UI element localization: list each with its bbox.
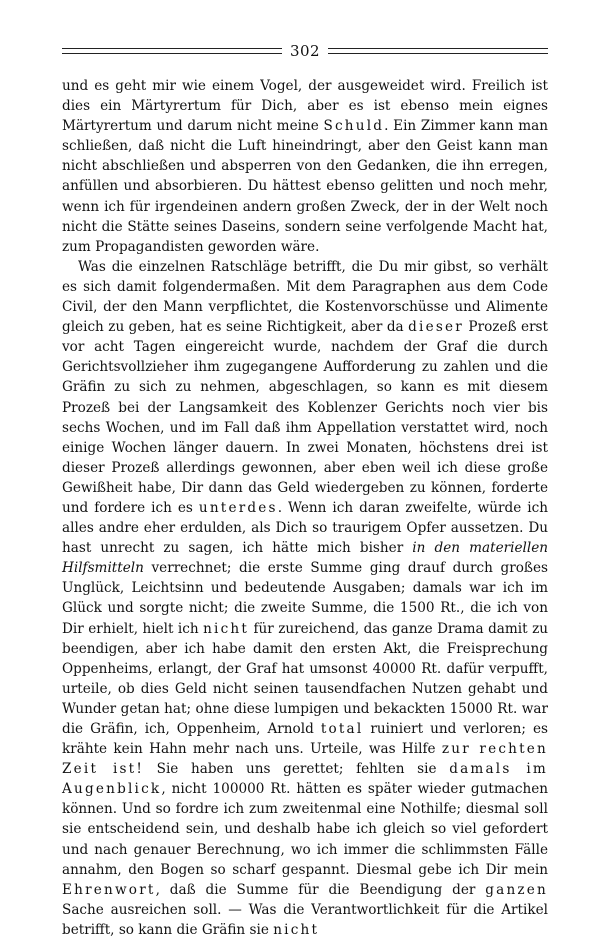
text-run: Sie haben uns gerettet; fehlten sie — [144, 761, 450, 778]
emphasis-spaced-text: Ehrenwort — [62, 881, 156, 898]
text-run: . Ein Zimmer kann man schließen, daß nicht die Luft hineindringt, aber den Geist kann man nicht abschließen und absperren von den Gedanken, die ihn erregen, anfüllen und absorbieren. Du hättest ebenso gelitten und noch mehr, wenn ich für irgendeinen andern großen Zweck, der in der Welt noch nicht die Stätte seines Daseins, sondern seine verfolgende Macht hat, zum Propagandisten geworden wäre. — [62, 118, 548, 255]
emphasis-spaced-text: ganzen — [485, 881, 548, 898]
text-run: verrechnet; die erste Summe ging drauf durch großes Unglück, Leichtsinn und bedeutende Ausgaben; damals war ich im Glück und sorgte nicht; die zweite Summe, die 1500 Rt., die ich von Dir erhielt, hielt ich — [62, 560, 548, 637]
text-run: ruiniert und verloren; es krähte kein Hahn mehr nach uns. Urteile, was Hilfe — [62, 721, 548, 758]
emphasis-spaced-text: unterdes — [198, 499, 278, 516]
text-run: Sache ausreichen soll. — Was die Verantwortlichkeit für die Artikel betrifft, so kann die Gräfin sie — [62, 901, 548, 938]
book-page — [62, 38, 548, 940]
text-run: . Wenn ich daran zweifelte, würde ich alles andre eher erdulden, als Dich so traurigem Opfer aussetzen. Du hast unrecht zu sagen, ich hätte mich bisher — [62, 499, 548, 557]
text-run: Was die einzelnen Ratschläge betrifft, die Du mir gibst, so verhält es sich damit folgendermaßen. Mit dem Paragraphen aus dem Code Civil, der den Mann verpflichtet, die Kostenvorschüsse und Alimente gleich zu geben, hat es seine Richtigkeit, aber da — [62, 258, 548, 336]
header-rule-right — [328, 48, 548, 54]
emphasis-spaced-text: Schuld — [323, 118, 385, 135]
page-header — [62, 38, 548, 64]
paragraph — [62, 76, 548, 257]
text-run: für zureichend, das ganze Drama damit zu beendigen, aber ich habe damit den ersten Akt, die Freisprechung Oppenheims, erlangt, der Graf hat umsonst 40000 Rt. dafür verpufft, urteile, ob dies Geld nicht seinen tausendfachen Nutzen gehabt und Wunder getan hat; ohne diese lumpigen und bekackten 15000 Rt. war die Gräfin, ich, Oppenheim, Arnold — [62, 620, 548, 737]
header-rule-left — [62, 48, 282, 54]
emphasis-spaced-text: total — [320, 721, 364, 737]
emphasis-spaced-text: zur rechten Zeit ist! — [62, 741, 548, 778]
emphasis-spaced-text: nicht — [203, 620, 250, 637]
page-number: 302 — [289, 42, 321, 60]
emphasis-spaced-text: damals im Augenblick — [62, 761, 548, 798]
emphasis-italic-text: in den materiellen Hilfsmitteln — [62, 540, 548, 577]
text-run: , daß die Summe für die Beendigung der — [155, 881, 486, 898]
emphasis-spaced-text: nicht — [273, 921, 320, 938]
text-run: , nicht 100000 Rt. hätten es später wieder gutmachen können. Und so fordre ich zum zweitenmal eine Nothilfe; diesmal soll sie entscheidend sein, und deshalb habe ich gleich so viel gefordert und nach genauer Berechnung, wo ich immer die schlimmsten Fälle annahm, den Bogen so scharf gespannt. Diesmal gebe ich Dir mein — [62, 781, 548, 878]
body-text — [62, 76, 548, 940]
text-run: Prozeß erst vor acht Tagen eingereicht wurde, nachdem der Graf die durch Gerichtsvollzieher ihm zugegangene Aufforderung zu zahlen und die Gräfin zu sich zu nehmen, abgeschlagen, so kann es mit diesem Prozeß bei der Langsamkeit des Koblenzer Gerichts noch vier bis sechs Wochen, und im Fall daß ihm Appellation verstattet wird, noch einige Wochen länger dauern. In zwei Monaten, höchstens drei ist dieser Prozeß allerdings gewonnen, aber eben weil ich diese große Gewißheit habe, Dir dann das Geld wiedergeben zu können, forderte und fordere ich es — [62, 319, 548, 516]
text-run: und es geht mir wie einem Vogel, der ausgeweidet wird. Freilich ist dies ein Märtyrertum für Dich, aber es ist ebenso mein eignes Märtyrertum und darum nicht meine — [62, 78, 548, 135]
emphasis-spaced-text: dieser — [408, 319, 464, 336]
paragraph — [62, 257, 548, 940]
